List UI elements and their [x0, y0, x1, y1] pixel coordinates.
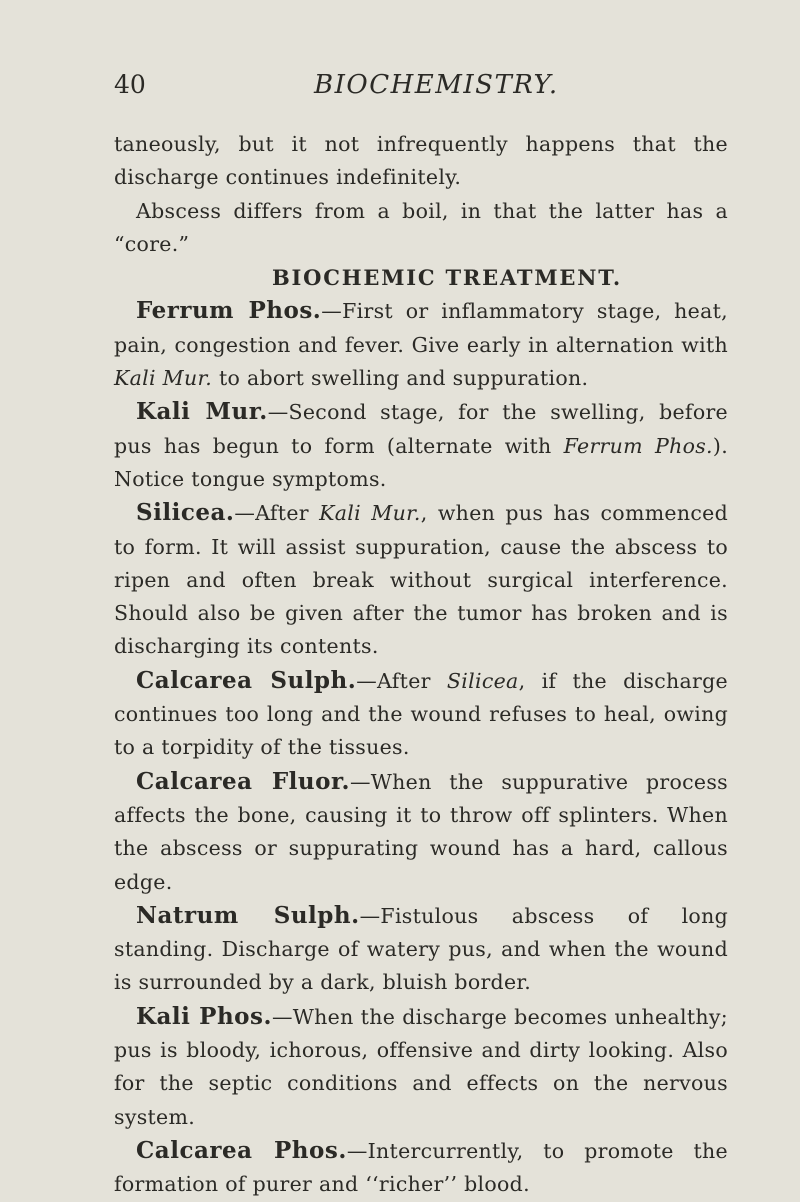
page-header — [114, 70, 728, 116]
remedy-text: —After — [234, 501, 320, 526]
remedy-text: —Second stage, for the swelling, before pus has begun to form (alternate with — [114, 400, 728, 458]
remedy-paragraph-calcarea-fluor — [114, 765, 728, 899]
page-number: 40 — [114, 70, 146, 99]
remedy-italic-reference: Kali Mur. — [319, 501, 421, 526]
remedy-italic-reference: Silicea — [446, 668, 519, 693]
remedy-name: Calcarea Fluor. — [136, 767, 350, 795]
remedy-name: Kali Phos. — [136, 1002, 272, 1030]
remedy-name: Silicea. — [136, 499, 235, 527]
remedy-paragraph-kali-phos — [114, 1000, 728, 1134]
remedy-paragraph-calcarea-sulph — [114, 664, 728, 765]
remedy-name: Ferrum Phos. — [136, 297, 322, 325]
remedy-text: —When the suppurative process affects the bone, causing it to throw off splinters. When the abscess or suppurating wound has a hard, callous edge. — [114, 769, 728, 894]
remedy-paragraph-silicea — [114, 496, 728, 663]
remedy-italic-reference: Ferrum Phos. — [563, 433, 713, 458]
remedy-text: , if the discharge continues too long and the wound refuses to heal, owing to a torpidity of the tissues. — [114, 668, 728, 760]
remedy-paragraph-kali-mur — [114, 395, 728, 496]
abscess-paragraph: Abscess differs from a boil, in that the latter has a “core.” — [114, 198, 728, 256]
remedy-name: Calcarea Sulph. — [136, 666, 357, 694]
section-heading: BIOCHEMIC TREATMENT. — [271, 265, 623, 291]
remedy-text: , when pus has commenced to form. It will assist suppuration, cause the abscess to ripen and often break without surgical interference. Should also be given after the tumor has broken and is discharging its contents. — [114, 501, 729, 659]
remedy-paragraph-natrum-sulph — [114, 899, 728, 1000]
remedy-name: Kali Mur. — [136, 398, 268, 426]
running-title: BIOCHEMISTRY. — [314, 70, 559, 100]
remedy-text: —When the discharge becomes unhealthy; pus is bloody, ichorous, offensive and dirty looking. Also for the septic conditions and effects on the nervous system. — [114, 1004, 728, 1129]
remedy-text: —First or inflammatory stage, heat, pain, congestion and fever. Give early in alternation with — [114, 299, 728, 357]
remedy-text: —Fistulous abscess of long standing. Discharge of watery pus, and when the wound is surrounded by a dark, bluish border. — [114, 903, 728, 995]
remedy-paragraph-calcarea-phos — [114, 1134, 728, 1202]
remedy-paragraph-ferrum-phos — [114, 294, 728, 395]
remedy-italic-reference: Kali Mur. — [114, 366, 213, 391]
remedy-text: —After — [356, 668, 447, 693]
remedy-text: to abort swelling and suppuration. — [212, 366, 589, 391]
remedy-text: ). Notice tongue symptoms. — [114, 433, 729, 491]
remedy-name: Natrum Sulph. — [136, 901, 360, 929]
remedy-text: —Intercurrently, to promote the formation of purer and ‘‘richer’’ blood. — [114, 1138, 728, 1197]
continued-paragraph: taneously, but it not infrequently happens that the discharge continues indefinitely. — [114, 132, 728, 190]
remedy-name: Calcarea Phos. — [136, 1136, 347, 1164]
body-text — [114, 128, 728, 1202]
